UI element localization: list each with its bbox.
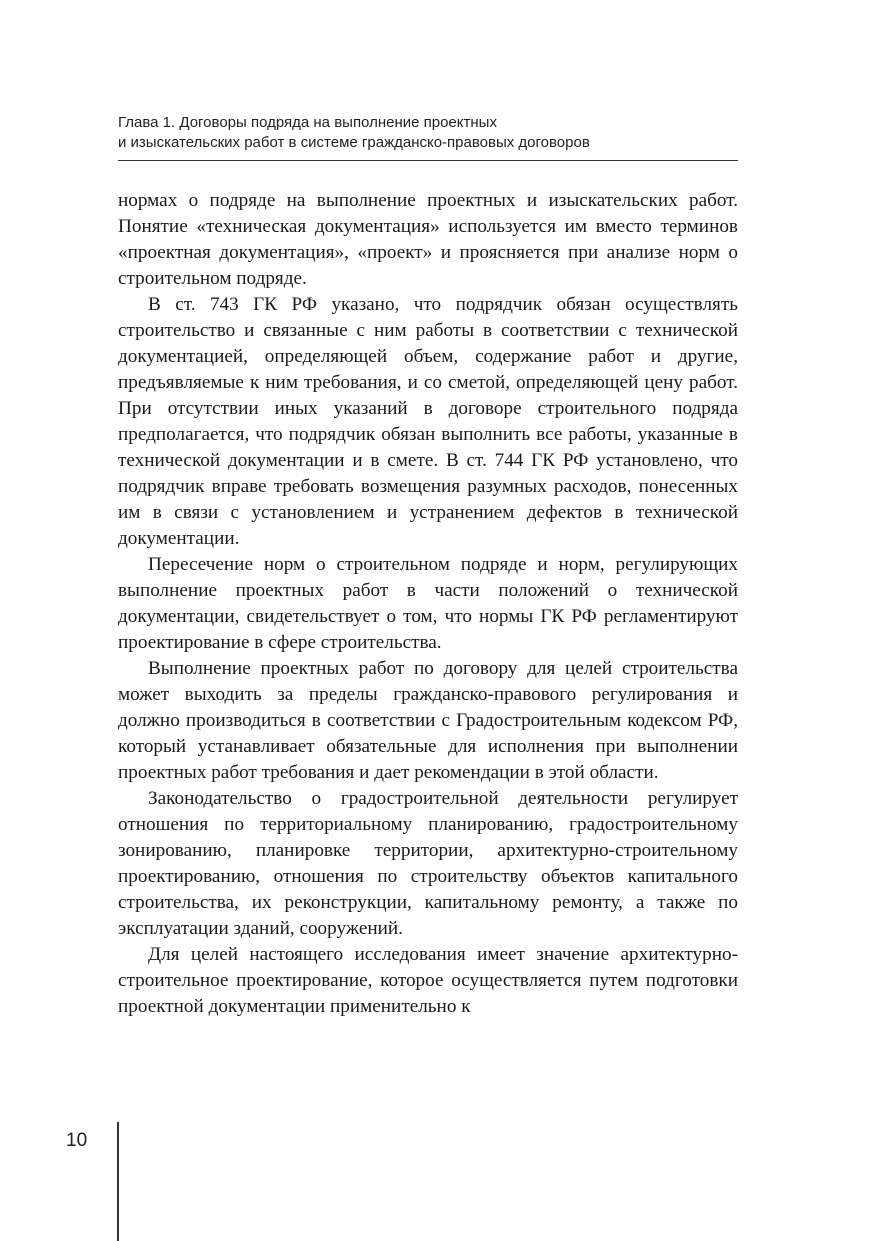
- paragraph-4: Выполнение проектных работ по договору для целей строительства может выходить за пределы гражданско-правового регулирования и должно производиться в соответствии с Градостроительным кодексом РФ, который устанавливает обязательные для исполнения при выполнении проектных работ требования и дает рекомендации в этой области.: [118, 658, 738, 783]
- running-header: [118, 113, 738, 153]
- margin-rule: [117, 1122, 119, 1241]
- paragraph-2: В ст. 743 ГК РФ указано, что подрядчик обязан осуществлять строительство и связанные с ним работы в соответствии с технической документацией, определяющей объем, содержание работ и другие, предъявляемые к ним требования, и со сметой, определяющей цену работ. При отсутствии иных указаний в договоре строительного подряда предполагается, что подрядчик обязан выполнить все работы, указанные в технической документации и в смете. В ст. 744 ГК РФ установлено, что подрядчик вправе требовать возмещения разумных расходов, понесенных им в связи с установлением и устранением дефектов в технической документации.: [118, 294, 738, 549]
- running-header-line-1: Глава 1. Договоры подряда на выполнение проектных: [118, 114, 497, 131]
- paragraph-6: Для целей настоящего исследования имеет значение архитектурно-строительное проектирование, которое осуществляется путем подготовки проектной документации применительно к: [118, 944, 738, 1017]
- paragraph-3: Пересечение норм о строительном подряде и норм, регулирующих выполнение проектных работ в части положений о технической документации, свидетельствует о том, что нормы ГК РФ регламентируют проектирование в сфере строительства.: [118, 554, 738, 653]
- page-number: 10: [66, 1130, 88, 1151]
- paragraph-5: Законодательство о градостроительной деятельности регулирует отношения по территориальному планированию, градостроительному зонированию, планировке территории, архитектурно-строительному проектированию, отношения по строительству объектов капитального строительства, их реконструкции, капитальному ремонту, а также по эксплуатации зданий, сооружений.: [118, 788, 738, 939]
- body-text: [118, 188, 738, 1020]
- header-divider: [118, 160, 738, 161]
- running-header-line-2: и изыскательских работ в системе гражданско-правовых договоров: [118, 134, 590, 151]
- paragraph-1: нормах о подряде на выполнение проектных и изыскательских работ. Понятие «техническая документация» используется им вместо терминов «проектная документация», «проект» и проясняется при анализе норм о строительном подряде.: [118, 190, 738, 289]
